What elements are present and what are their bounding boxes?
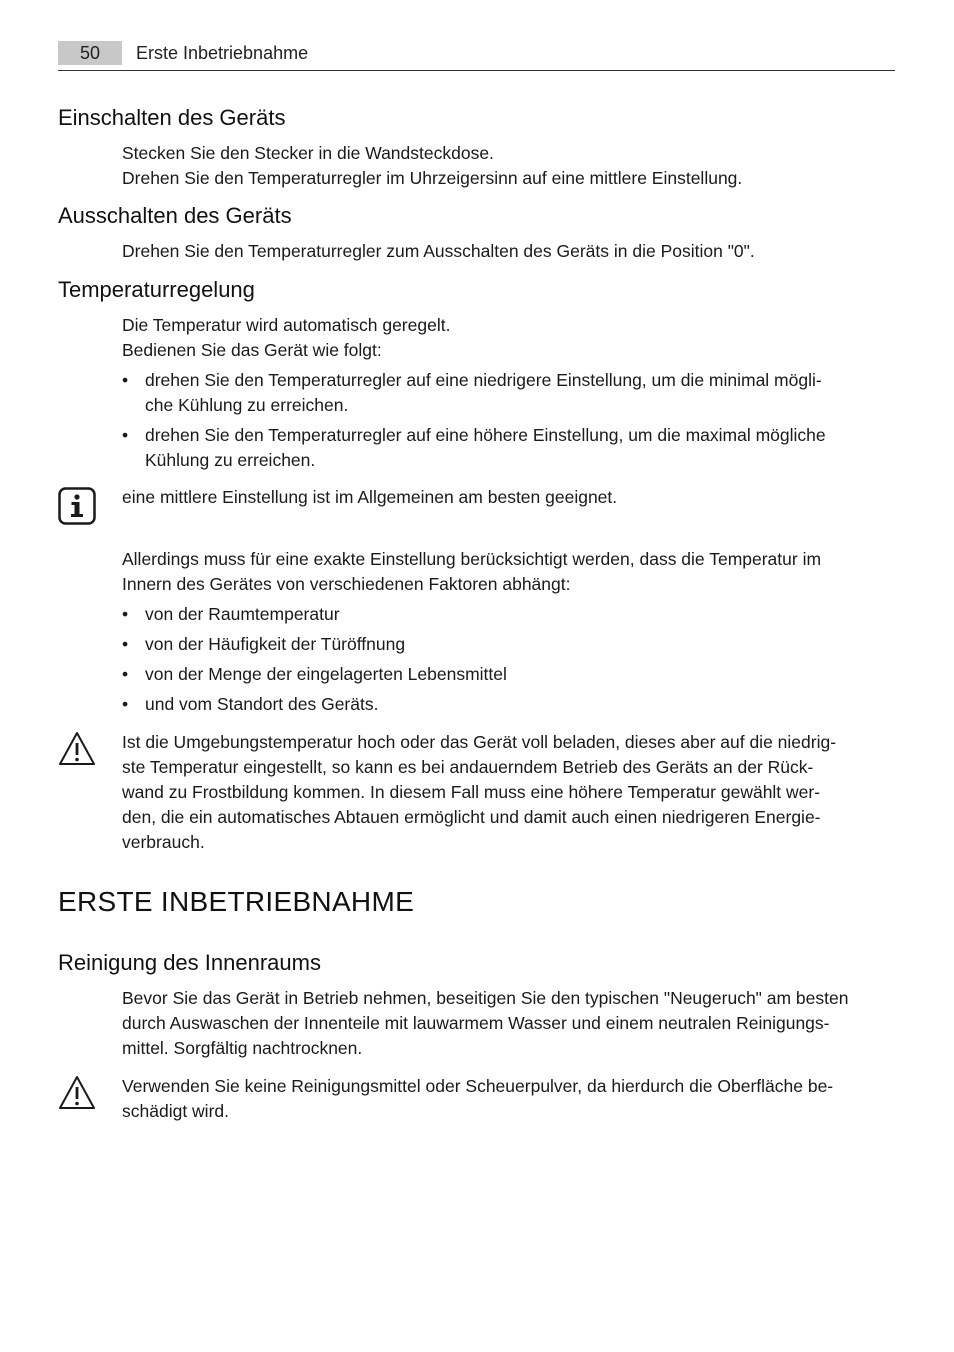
warning-text-line: Verwenden Sie keine Reinigungsmittel oder Scheuerpulver, da hierdurch die Oberfläche be- bbox=[122, 1076, 834, 1096]
heading-temperaturregelung: Temperaturregelung bbox=[58, 277, 255, 302]
paragraph-line: Bedienen Sie das Gerät wie folgt: bbox=[122, 340, 382, 360]
paragraph-line: Bevor Sie das Gerät in Betrieb nehmen, beseitigen Sie den typischen "Neugeruch" am besten bbox=[122, 988, 849, 1008]
paragraph-line: Die Temperatur wird automatisch geregelt. bbox=[122, 315, 451, 335]
paragraph-line: Drehen Sie den Temperaturregler im Uhrzeigersinn auf eine mittlere Einstellung. bbox=[122, 168, 743, 188]
heading-ausschalten: Ausschalten des Geräts bbox=[58, 203, 292, 228]
warning-text-line: den, die ein automatisches Abtauen ermöglicht und damit auch einen niedrigeren Energie- bbox=[122, 807, 821, 827]
warning-text-line: Ist die Umgebungstemperatur hoch oder das Gerät voll beladen, dieses aber auf die niedrig- bbox=[122, 732, 837, 752]
page-header bbox=[58, 40, 895, 71]
heading-reinigung: Reinigung des Innenraums bbox=[58, 950, 321, 975]
list-item-text: Kühlung zu erreichen. bbox=[145, 450, 316, 470]
bullet-icon: • bbox=[122, 425, 129, 445]
chapter-title: ERSTE INBETRIEBNAHME bbox=[58, 886, 415, 917]
bullet-icon: • bbox=[122, 604, 129, 624]
bullet-icon: • bbox=[122, 634, 129, 654]
warning-text-line: schädigt wird. bbox=[122, 1101, 229, 1121]
paragraph-line: Stecken Sie den Stecker in die Wandsteckdose. bbox=[122, 143, 494, 163]
list-item-text: von der Häufigkeit der Türöffnung bbox=[145, 634, 406, 654]
paragraph-line: durch Auswaschen der Innenteile mit lauwarmem Wasser und einem neutralen Reinigungs- bbox=[122, 1013, 830, 1033]
heading-einschalten: Einschalten des Geräts bbox=[58, 105, 286, 130]
warning-triangle-icon bbox=[58, 730, 96, 768]
page-number: 50 bbox=[58, 41, 122, 65]
list-item-text: drehen Sie den Temperaturregler auf eine niedrigere Einstellung, um die minimal mögli- bbox=[145, 370, 822, 390]
paragraph-line: Drehen Sie den Temperaturregler zum Ausschalten des Geräts in die Position "0". bbox=[122, 241, 755, 261]
paragraph-line: mittel. Sorgfältig nachtrocknen. bbox=[122, 1038, 363, 1058]
bullet-icon: • bbox=[122, 370, 129, 390]
list-item-text: und vom Standort des Geräts. bbox=[145, 694, 379, 714]
warning-text-line: ste Temperatur eingestellt, so kann es bei andauerndem Betrieb des Geräts an der Rück- bbox=[122, 757, 814, 777]
list-item-text: von der Raumtemperatur bbox=[145, 604, 340, 624]
info-note-text: eine mittlere Einstellung ist im Allgemeinen am besten geeignet. bbox=[122, 487, 618, 507]
warning-text-line: verbrauch. bbox=[122, 832, 205, 852]
warning-triangle-icon bbox=[58, 1074, 96, 1112]
paragraph-line: Innern des Gerätes von verschiedenen Faktoren abhängt: bbox=[122, 574, 571, 594]
info-icon bbox=[58, 487, 96, 525]
running-header-title: Erste Inbetriebnahme bbox=[136, 43, 309, 63]
bullet-icon: • bbox=[122, 694, 129, 714]
warning-text-line: wand zu Frostbildung kommen. In diesem Fall muss eine höhere Temperatur gewählt wer- bbox=[122, 782, 821, 802]
list-item-text: von der Menge der eingelagerten Lebensmittel bbox=[145, 664, 507, 684]
list-item-text: drehen Sie den Temperaturregler auf eine höhere Einstellung, um die maximal mögliche bbox=[145, 425, 826, 445]
bullet-icon: • bbox=[122, 664, 129, 684]
paragraph-line: Allerdings muss für eine exakte Einstellung berücksichtigt werden, dass die Temperatur im bbox=[122, 549, 822, 569]
list-item-text: che Kühlung zu erreichen. bbox=[145, 395, 349, 415]
